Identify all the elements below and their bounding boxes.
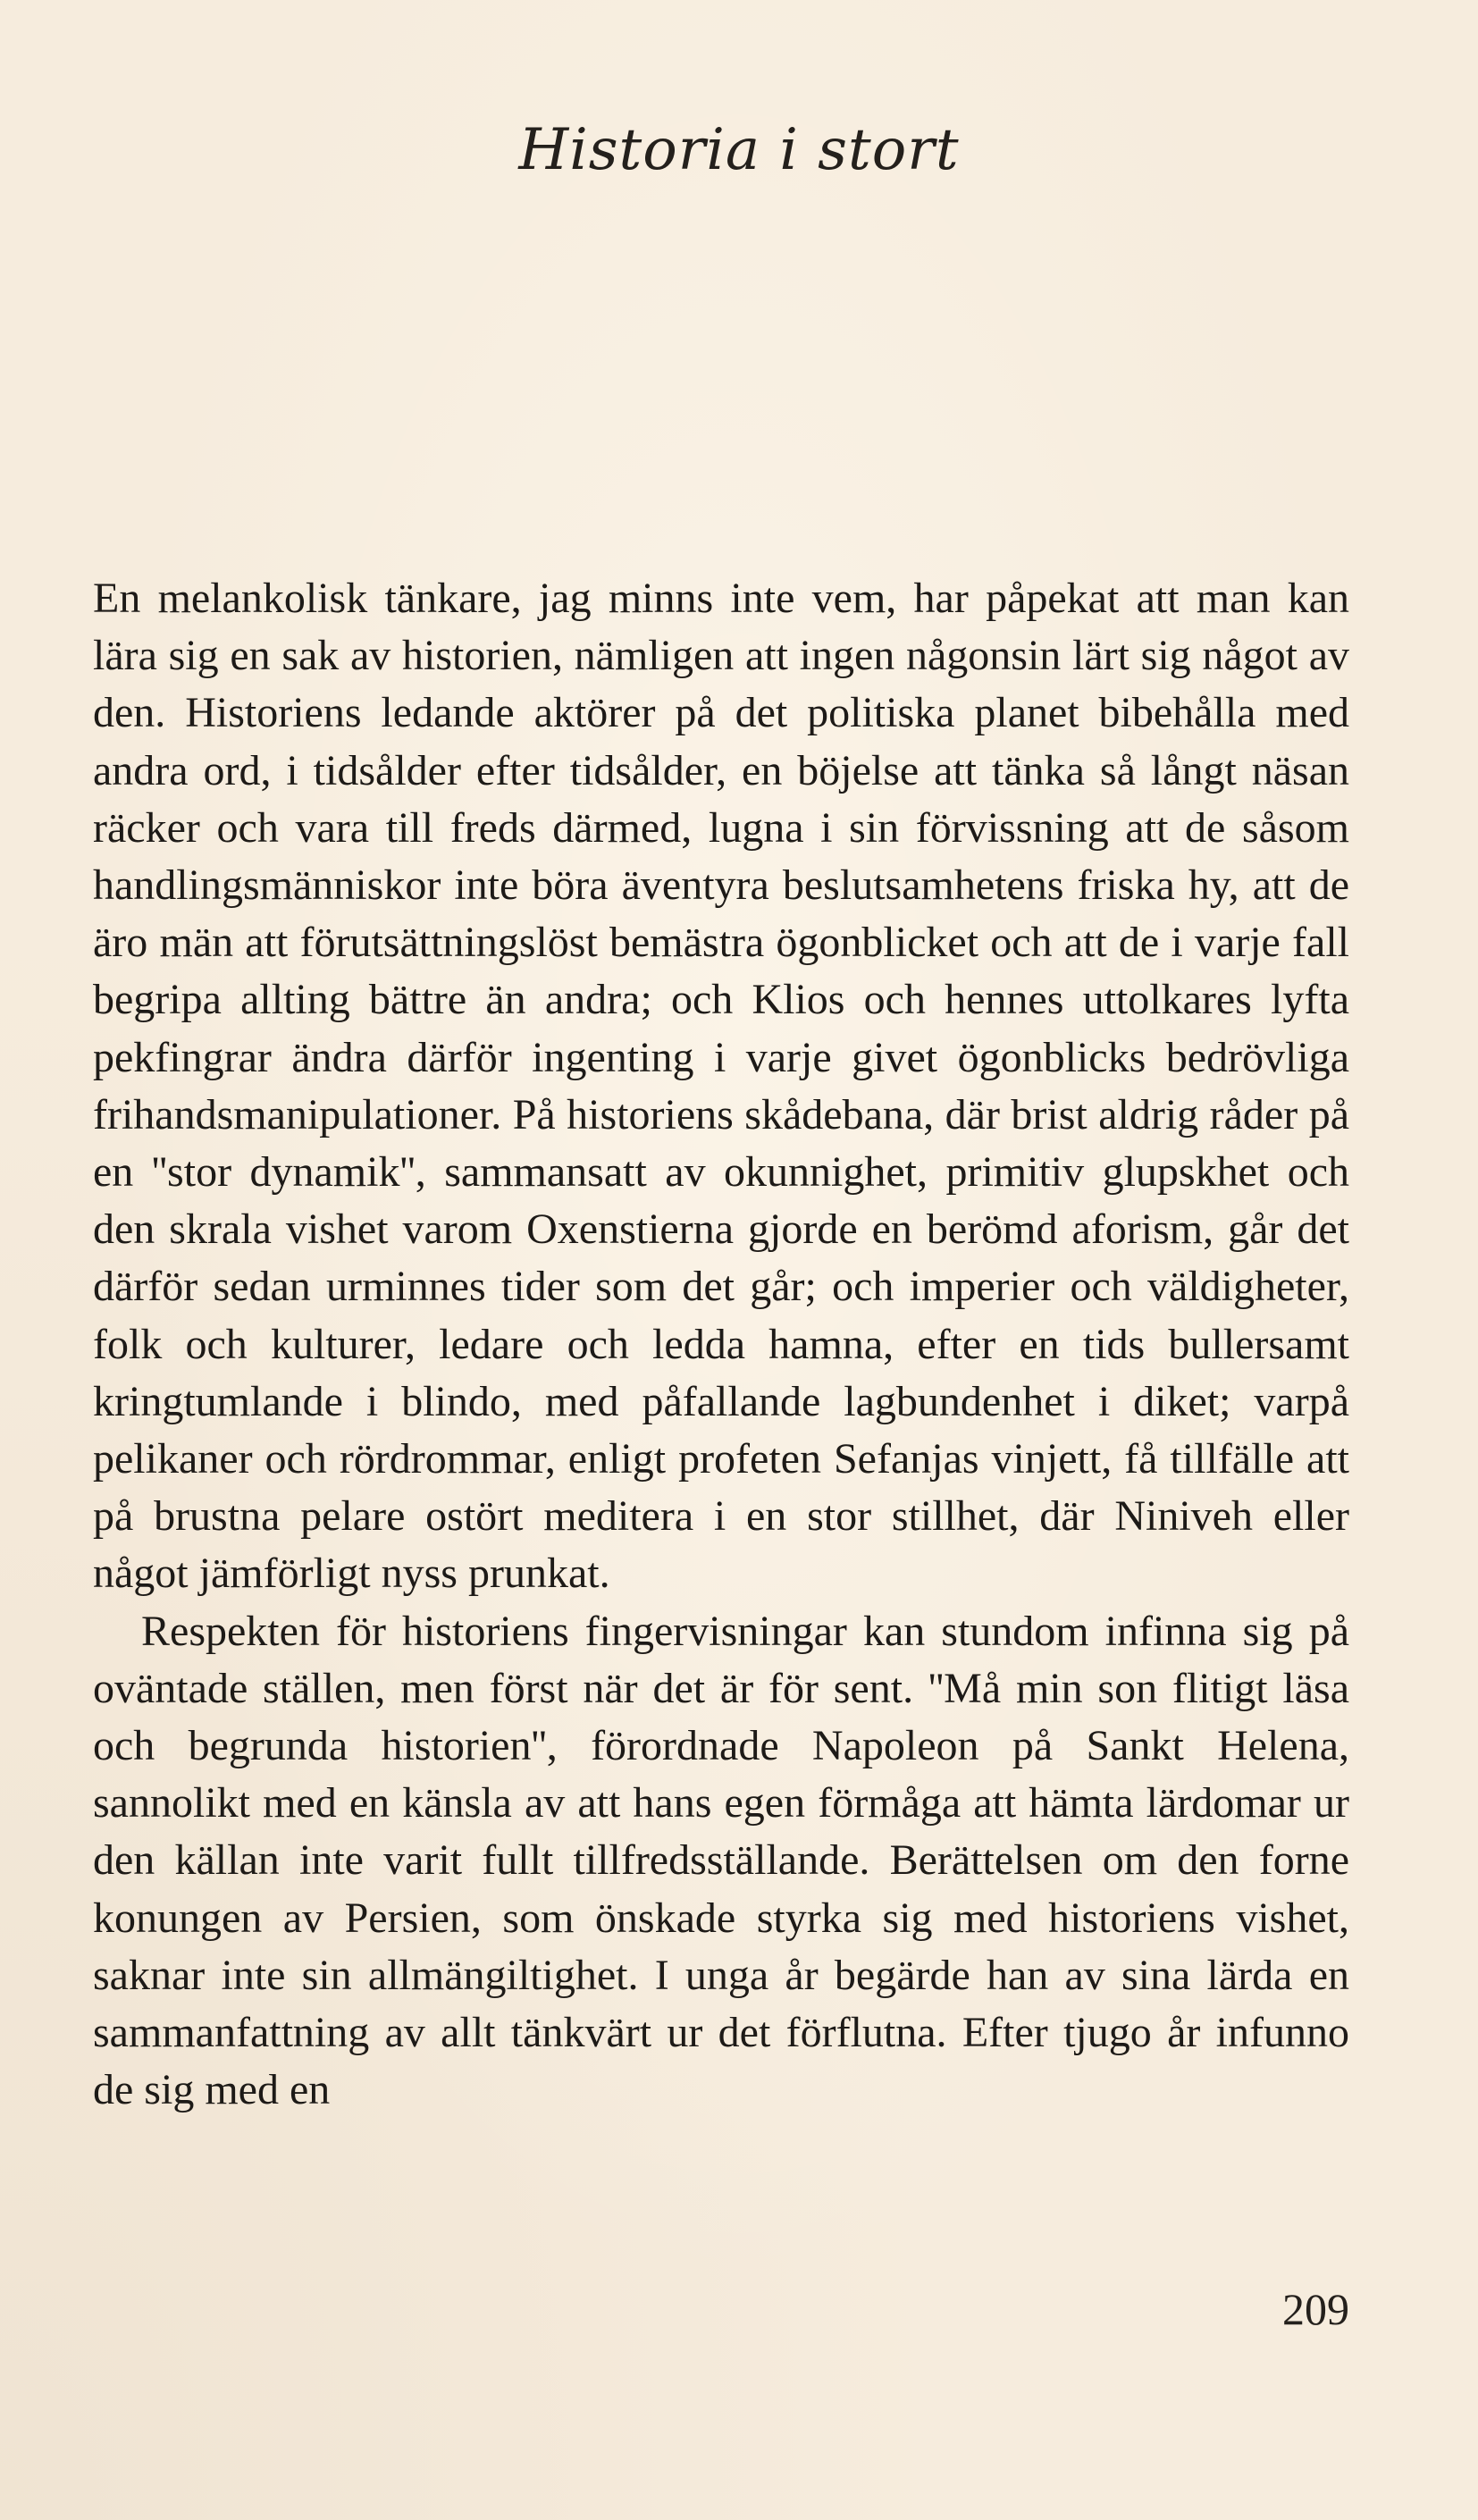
running-head: Historia i stort	[518, 117, 960, 183]
paragraph-1: En melankolisk tänkare, jag minns inte vem, har påpekat att man kan lära sig en sak av historien, nämligen att ingen någonsin lärt sig något av den. Historiens ledande aktörer på det politiska planet bibehålla med andra ord, i tidsålder efter tidsålder, en böjelse att tänka så långt näsan räcker och vara till freds därmed, lugna i sin förvissning att de såsom handlingsmänniskor inte böra äventyra beslutsamhetens friska hy, att de äro män att förutsättningslöst bemästra ögonblicket och att de i varje fall begripa allting bättre än andra; och Klios och hennes uttolkares lyfta pekfingrar ändra därför ingenting i varje givet ögonblicks bedrövliga frihandsmanipulationer. På historiens skådebana, där brist aldrig råder på en ''stor dynamik'', sammansatt av okunnighet, primitiv glupskhet och den skrala vishet varom Oxenstierna gjorde en berömd aforism, går det därför sedan urminnes tider som det går; och imperier och väldigheter, folk och kulturer, ledare och ledda hamna, efter en tids bullersamt kringtumlande i blindo, med påfallande lagbundenhet i diket; varpå pelikaner och rördrommar, enligt profeten Sefanjas vinjett, få tillfälle att på brustna pelare ostört meditera i en stor stillhet, där Niniveh eller något jämförligt nyss prunkat.	[93, 575, 1349, 1598]
page-number: 209	[1282, 2284, 1349, 2334]
paragraph-2: Respekten för historiens fingervisningar kan stundom infinna sig på oväntade ställen, men först när det är för sent. ''Må min son flitigt läsa och begrunda historien'', förordnade Napoleon på Sankt Helena, sannolikt med en känsla av att hans egen förmåga att hämta lärdomar ur den källan inte varit fullt tillfredsställande. Berättelsen om den forne konungen av Persien, som önskade styrka sig med historiens vishet, saknar inte sin allmängiltighet. I unga år begärde han av sina lärda en sammanfattning av allt tänkvärt ur det förflutna. Efter tjugo år infunno de sig med en	[93, 1607, 1349, 2114]
body-text	[93, 570, 1349, 2119]
